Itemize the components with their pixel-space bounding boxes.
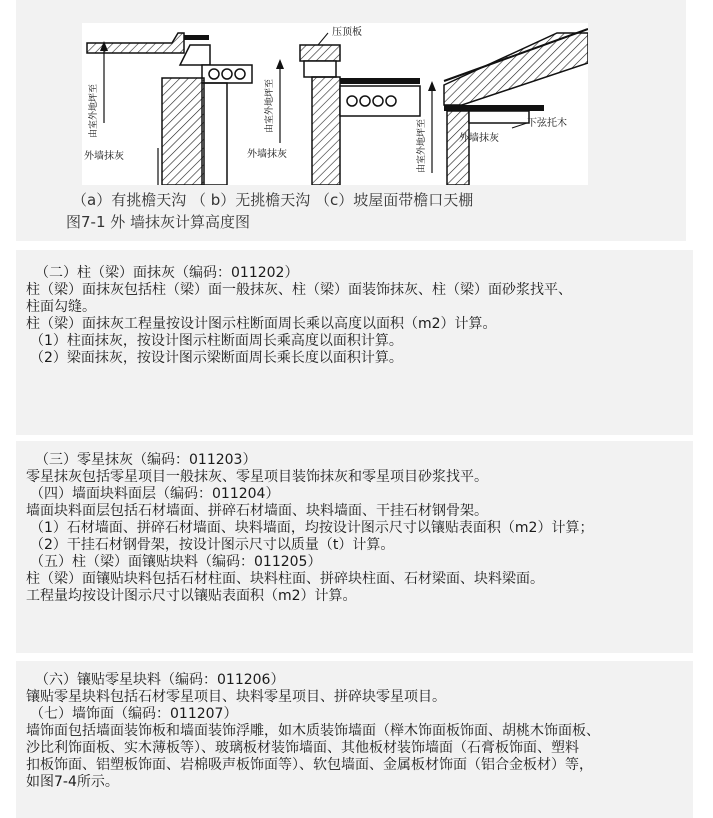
paragraph-line: 墙饰面包括墙面装饰板和墙面装饰浮雕，如木质装饰墙面（榉木饰面板饰面、胡桃木饰面板、 bbox=[26, 723, 600, 739]
paragraph-line: 零星抹灰包括零星项目一般抹灰、零星项目装饰抹灰和零星项目砂浆找平。 bbox=[26, 469, 488, 485]
figure-subcaption: （a）有挑檐天沟 （ b）无挑檐天沟 （c）坡屋面带檐口天棚 bbox=[72, 191, 474, 209]
section-panel-block-surfaces bbox=[16, 441, 693, 653]
section-heading: （四）墙面块料面层（编码：011204） bbox=[30, 486, 280, 502]
label-outer-plaster-b: 外墙抹灰 bbox=[247, 149, 287, 160]
paragraph-line: （2）干挂石材钢骨架，按设计图示尺寸以质量（t）计算。 bbox=[30, 537, 395, 553]
figure-caption: 图7-1 外 墙抹灰计算高度图 bbox=[66, 213, 251, 231]
label-lower-chord: 下弦托木 bbox=[527, 118, 567, 129]
paragraph-line: 柱（梁）面镶贴块料包括石材柱面、块料柱面、拼碎块柱面、石材梁面、块料梁面。 bbox=[26, 571, 544, 587]
diagram-c bbox=[428, 29, 588, 185]
paragraph-line: 柱（梁）面抹灰工程量按设计图示柱断面周长乘以高度以面积（m2）计算。 bbox=[26, 316, 497, 332]
label-floor-b: 由室外地坪至 bbox=[265, 78, 275, 133]
label-floor-c: 由室外地坪至 bbox=[417, 118, 427, 173]
section-panel-wall-finish bbox=[16, 661, 693, 818]
paragraph-line: 柱（梁）面抹灰包括柱（梁）面一般抹灰、柱（梁）面装饰抹灰、柱（梁）面砂浆找平、 bbox=[26, 282, 572, 298]
section-panel-column-plaster bbox=[16, 250, 693, 435]
section-heading: （七）墙饰面（编码：011207） bbox=[30, 706, 238, 722]
section-heading: （二）柱（梁）面抹灰（编码：011202） bbox=[35, 265, 299, 281]
label-outer-plaster-c: 外墙抹灰 bbox=[459, 133, 499, 144]
diagram-a bbox=[87, 33, 252, 185]
paragraph-line: 如图7-4所示。 bbox=[26, 774, 119, 790]
paragraph-line: （1）石材墙面、拼碎石材墙面、块料墙面，均按设计图示尺寸以镶贴表面积（m2）计算； bbox=[30, 520, 594, 536]
label-floor-a: 由室外地坪至 bbox=[89, 83, 99, 138]
paragraph-line: 墙面块料面层包括石材墙面、拼碎石材墙面、块料墙面、干挂石材钢骨架。 bbox=[26, 503, 488, 519]
section-heading: （五）柱（梁）面镶贴块料（编码：011205） bbox=[30, 554, 322, 570]
paragraph-line: 沙比利饰面板、实木薄板等）、玻璃板材装饰墙面、其他板材装饰墙面（石膏板饰面、塑料 bbox=[26, 740, 579, 756]
paragraph-line: （1）柱面抹灰，按设计图示柱断面周长乘高度以面积计算。 bbox=[30, 333, 403, 349]
section-heading: （六）镶贴零星块料（编码：011206） bbox=[35, 672, 285, 688]
label-outer-plaster-a: 外墙抹灰 bbox=[84, 151, 124, 162]
paragraph-line: 柱面勾缝。 bbox=[26, 299, 96, 315]
paragraph-line: 镶贴零星块料包括石材零星项目、块料零星项目、拼碎块零星项目。 bbox=[26, 689, 446, 705]
wall-plaster-height-diagram bbox=[82, 23, 588, 185]
paragraph-line: 扣板饰面、铝塑板饰面、岩棉吸声板饰面等）、软包墙面、金属板材饰面（铝合金板材）等， bbox=[26, 757, 593, 773]
paragraph-line: 工程量均按设计图示尺寸以镶贴表面积（m2）计算。 bbox=[26, 588, 357, 604]
section-heading: （三）零星抹灰（编码：011203） bbox=[35, 452, 257, 468]
diagram-svg bbox=[82, 23, 588, 185]
diagram-b bbox=[276, 33, 420, 185]
figure-panel bbox=[16, 0, 686, 241]
paragraph-line: （2）梁面抹灰，按设计图示梁断面周长乘长度以面积计算。 bbox=[30, 350, 403, 366]
label-press-board: 压顶板 bbox=[332, 27, 362, 38]
